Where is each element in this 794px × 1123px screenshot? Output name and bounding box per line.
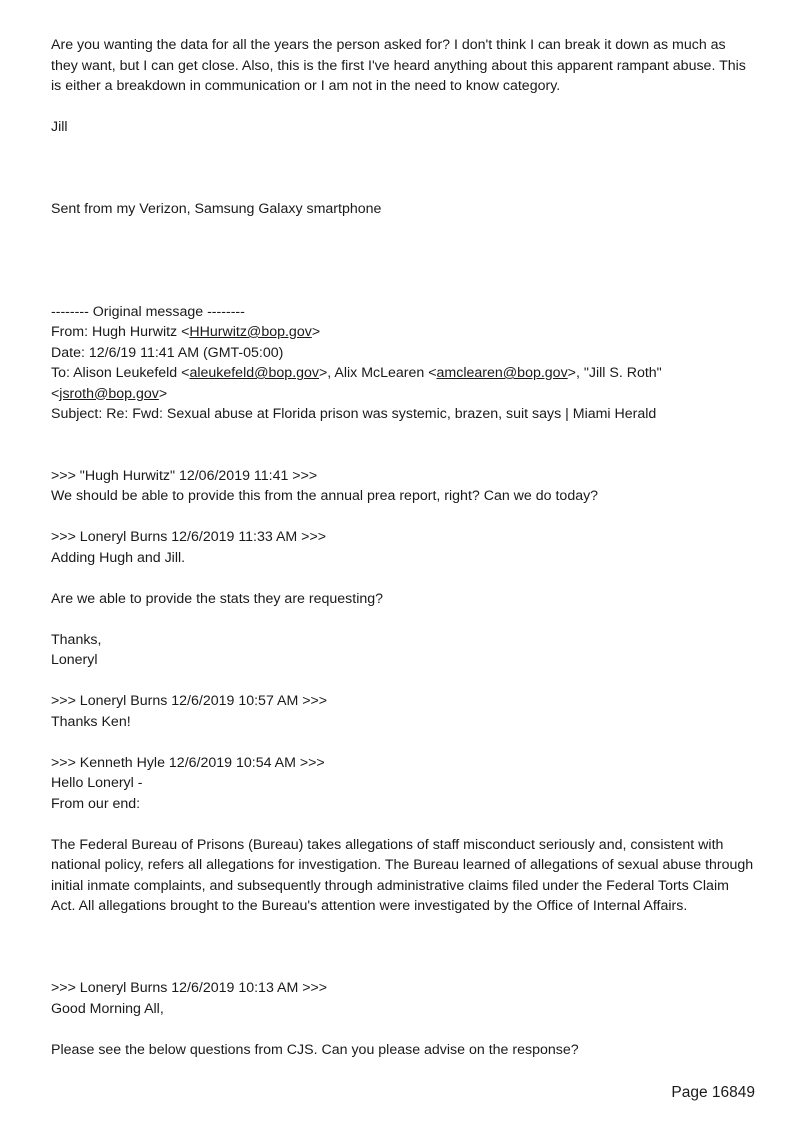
thread-message: [51, 753, 756, 917]
thread-message-line: Thanks Ken!: [51, 713, 131, 730]
from-email-link[interactable]: HHurwitz@bop.gov: [189, 324, 312, 340]
thread-message: [51, 527, 756, 671]
thread-message: [51, 691, 756, 732]
to-email-link-3[interactable]: jsroth@bop.gov: [59, 385, 159, 402]
thread-message-paragraph: The Federal Bureau of Prisons (Bureau) takes allegations of staff misconduct seriously and, consistent with national policy, refers all allegations for investigation. The Bureau learned of allegations of sexual abuse through initial inmate complaints, and subsequently through administrative claims filed under the Federal Torts Claim Act. All allegations brought to the Bureau's attention were investigated by the Office of Internal Affairs.: [51, 836, 754, 914]
original-message-separator: -------- Original message --------: [51, 303, 245, 320]
thread-message-line: Please see the below questions from CJS. Can you please advise on the response?: [51, 1041, 579, 1058]
to-line-continued: <jsroth@bop.gov>: [51, 385, 168, 402]
thread-message-line: Good Morning All,: [51, 1000, 164, 1017]
to-email-link-1[interactable]: aleukefeld@bop.gov: [189, 365, 320, 381]
page-number: Page 16849: [671, 1084, 755, 1101]
thread-message-line: Thanks,: [51, 631, 102, 648]
reply-signature: Jill: [51, 119, 68, 135]
sent-from-line: Sent from my Verizon, Samsung Galaxy smartphone: [51, 201, 382, 217]
subject-line: Subject: Re: Fwd: Sexual abuse at Florida prison was systemic, brazen, suit says | Miami Herald: [51, 406, 657, 422]
thread-message-header: >>> "Hugh Hurwitz" 12/06/2019 11:41 >>>: [51, 467, 318, 484]
reply-paragraph: Are you wanting the data for all the years the person asked for? I don't think I can break it down as much as they want, but I can get close. Also, this is the first I've heard anything about this apparent rampant abuse. This is either a breakdown in communication or I am not in the need to know category.: [51, 37, 746, 94]
thread-message-header: >>> Loneryl Burns 12/6/2019 11:33 AM >>>: [51, 529, 327, 545]
thread-message-line: Adding Hugh and Jill.: [51, 549, 186, 566]
thread-message: [51, 978, 756, 1060]
to-line: To: Alison Leukefeld <aleukefeld@bop.gov>, Alix McLearen <amclearen@bop.gov>, "Jill S. Roth": [51, 365, 662, 381]
thread-message-line: Loneryl: [51, 652, 98, 668]
original-message-header: [51, 302, 756, 425]
thread-message-line: Are we able to provide the stats they are requesting?: [51, 590, 384, 607]
thread-message-header: >>> Loneryl Burns 12/6/2019 10:57 AM >>>: [51, 693, 328, 709]
thread-message-header: >>> Kenneth Hyle 12/6/2019 10:54 AM >>>: [51, 754, 325, 771]
to-email-link-2[interactable]: amclearen@bop.gov: [436, 365, 568, 381]
email-document: [51, 35, 756, 1060]
thread-message: [51, 466, 756, 507]
from-line: From: Hugh Hurwitz <HHurwitz@bop.gov>: [51, 324, 321, 340]
thread-message-header: >>> Loneryl Burns 12/6/2019 10:13 AM >>>: [51, 980, 328, 996]
date-line: Date: 12/6/19 11:41 AM (GMT-05:00): [51, 344, 284, 361]
thread-message-line: From our end:: [51, 795, 141, 812]
thread-message-line: We should be able to provide this from the annual prea report, right? Can we do today?: [51, 488, 599, 504]
thread-message-line: Hello Loneryl -: [51, 775, 143, 791]
